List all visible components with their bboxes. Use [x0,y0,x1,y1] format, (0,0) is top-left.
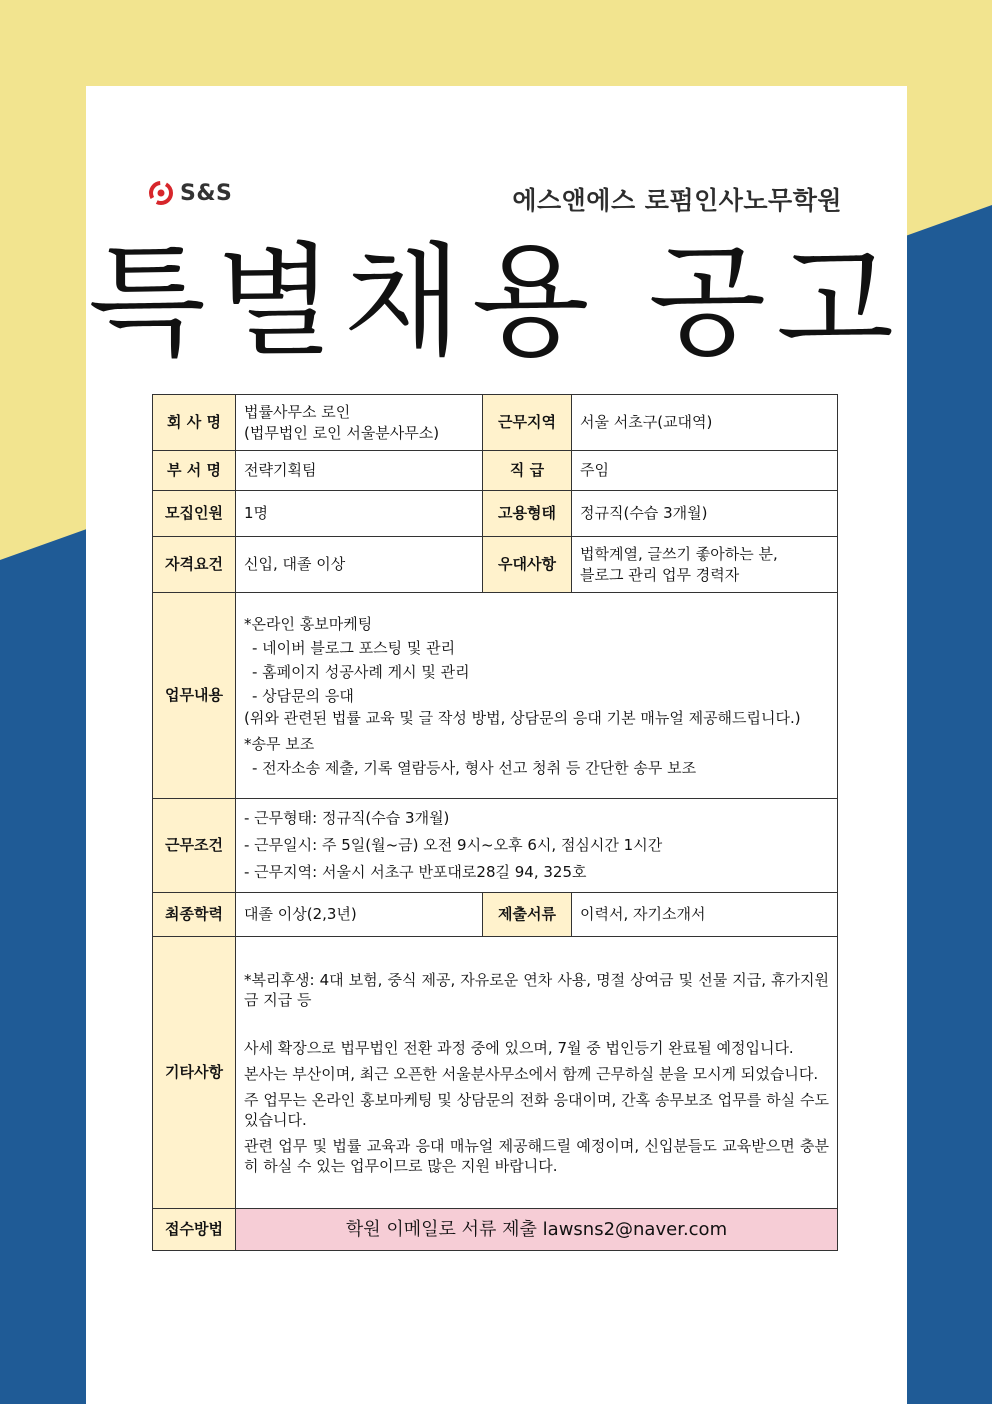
cond-line: - 근무지역: 서울시 서초구 반포대로28길 94, 325호 [244,863,587,881]
table-row [153,395,838,451]
table-row [153,537,838,593]
duty-line: (위와 관련된 법률 교육 및 글 작성 방법, 상담문의 응대 기본 매뉴얼 제공해드립니다.) [244,708,801,727]
etc-line: 관련 업무 및 법률 교육과 응대 매뉴얼 제공해드릴 예정이며, 신입분들도 교육받으면 충분히 하실 수 있는 업무이므로 많은 지원 바랍니다. [244,1136,829,1175]
etc-line: *복리후생: 4대 보험, 중식 제공, 자유로운 연차 사용, 명절 상여금 및 선물 지급, 휴가지원금 지급 등 [244,970,829,1009]
headcount-value: 1명 [236,491,483,537]
company-line2: (법무법인 로인 서울분사무소) [244,423,440,442]
table-row [153,451,838,491]
pref-line1: 법학계열, 글쓰기 좋아하는 분, [580,544,778,563]
table-row [153,593,838,799]
qual-label: 자격요건 [153,537,236,593]
duty-line: *송무 보조 [244,734,315,753]
pref-line2: 블로그 관리 업무 경력자 [580,565,740,584]
cond-content [236,799,838,893]
logo [148,180,232,206]
headcount-label: 모집인원 [153,491,236,537]
duty-line: - 네이버 블로그 포스팅 및 관리 [252,638,456,657]
spacer [244,1010,829,1038]
duty-label: 업무내용 [153,593,236,799]
qual-value: 신입, 대졸 이상 [236,537,483,593]
pref-label: 우대사항 [483,537,572,593]
pref-value [572,537,838,593]
page-title: 특별채용 공고 [88,231,904,373]
cond-line: - 근무형태: 정규직(수습 3개월) [244,809,450,827]
edu-label: 최종학력 [153,893,236,937]
apply-value: 학원 이메일로 서류 제출 lawsns2@naver.com [236,1209,838,1251]
emp-type-label: 고용형태 [483,491,572,537]
company-label: 회 사 명 [153,395,236,451]
duty-line: - 전자소송 제출, 기록 열람등사, 형사 선고 청취 등 간단한 송무 보조 [252,758,697,777]
apply-label: 접수방법 [153,1209,236,1251]
etc-line: 본사는 부산이며, 최근 오픈한 서울분사무소에서 함께 근무하실 분을 모시게 되었습니다. [244,1064,819,1083]
location-value: 서울 서초구(교대역) [572,395,838,451]
table-row [153,491,838,537]
dept-label: 부 서 명 [153,451,236,491]
table-row [153,799,838,893]
docs-label: 제출서류 [483,893,572,937]
rank-label: 직 급 [483,451,572,491]
edu-value: 대졸 이상(2,3년) [236,893,483,937]
duty-content [236,593,838,799]
docs-value: 이력서, 자기소개서 [572,893,838,937]
org-name: 에스앤에스 로펌인사노무학원 [512,186,842,215]
company-line1: 법률사무소 로인 [244,402,351,421]
etc-line: 사세 확장으로 법무법인 전환 과정 중에 있으며, 7월 중 법인등기 완료될 예정입니다. [244,1038,794,1057]
table-row [153,1209,838,1251]
duty-line: - 홈페이지 성공사례 게시 및 관리 [252,662,470,681]
etc-content [236,937,838,1209]
duty-line: *온라인 홍보마케팅 [244,614,373,633]
company-value [236,395,483,451]
job-info-table [152,394,838,1251]
location-label: 근무지역 [483,395,572,451]
emp-type-value: 정규직(수습 3개월) [572,491,838,537]
dept-value: 전략기획팀 [236,451,483,491]
table-row [153,893,838,937]
etc-label: 기타사항 [153,937,236,1209]
logo-text: S&S [180,180,233,206]
etc-line: 주 업무는 온라인 홍보마케팅 및 상담문의 전화 응대이며, 간혹 송무보조 업무를 하실 수도 있습니다. [244,1090,829,1129]
logo-mark-icon [148,180,174,206]
cond-line: - 근무일시: 주 5일(월~금) 오전 9시~오후 6시, 점심시간 1시간 [244,836,663,854]
cond-label: 근무조건 [153,799,236,893]
table-row [153,937,838,1209]
duty-line: - 상담문의 응대 [252,686,354,705]
rank-value: 주임 [572,451,838,491]
